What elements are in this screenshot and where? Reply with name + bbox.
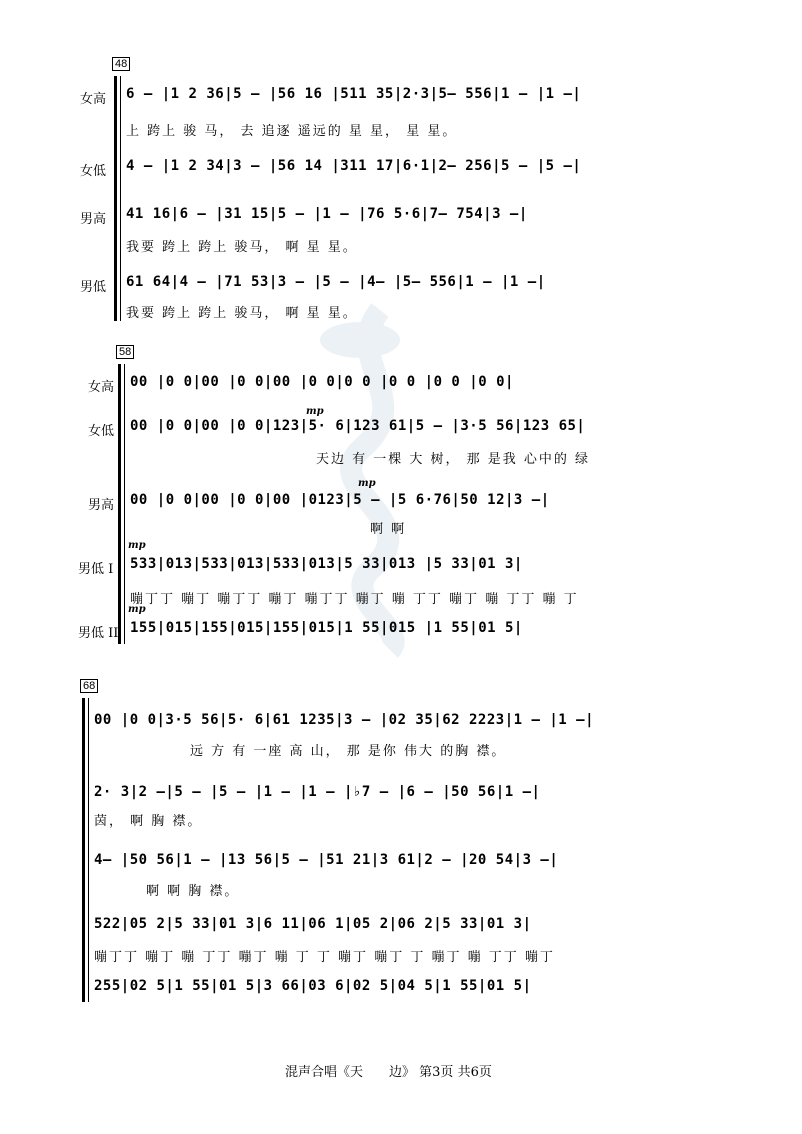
notes-row: 41 16|6 – |31 15|5 – |1 – |76 5·6|7– 754|3 –| (126, 206, 528, 222)
notes-row: 6 – |1 2 36|5 – |56 16 |511 35|2·3|5– 556|1 – |1 –| (126, 86, 582, 102)
lyrics-row: 上 跨上 骏 马， 去 追逐 遥远的 星 星， 星 星。 (126, 124, 458, 139)
notes-row: 522|05 2|5 33|01 3|6 11|06 1|05 2|06 2|5 33|01 3| (94, 916, 532, 932)
part-label: 男高 (88, 498, 115, 513)
measure-number: 58 (116, 345, 134, 359)
part-label: 女高 (88, 380, 115, 395)
dynamic-marking: mp (128, 540, 146, 551)
lyrics-row: 啊 啊 (370, 522, 407, 537)
dynamic-marking: mp (358, 478, 376, 489)
notes-row: 2· 3|2 –|5 – |5 – |1 – |1 – |♭7 – |6 – |50 56|1 –| (94, 784, 541, 800)
system-barline (124, 364, 125, 644)
notes-row: 00 |0 0|00 |0 0|00 |0 0|0 0 |0 0 |0 0 |0 0| (130, 374, 514, 390)
system-barline (120, 76, 121, 321)
part-label: 男低 II (78, 626, 119, 641)
lyrics-row: 嘣丁丁 嘣丁 嘣丁丁 嘣丁 嘣丁丁 嘣丁 嘣 丁丁 嘣丁 嘣 丁丁 嘣 丁 (130, 592, 579, 607)
notes-row: 155|015|155|015|155|015|1 55|015 |1 55|01 5| (130, 620, 523, 636)
lyrics-row: 啊 啊 胸 襟。 (146, 884, 240, 899)
notes-row: 255|02 5|1 55|01 5|3 66|03 6|02 5|04 5|1 55|01 5| (94, 978, 532, 994)
notes-row: 4 – |1 2 34|3 – |56 14 |311 17|6·1|2– 256|5 – |5 –| (126, 158, 582, 174)
system-bracket (114, 76, 117, 321)
lyrics-row: 远 方 有 一座 高 山， 那 是你 伟大 的胸 襟。 (190, 744, 507, 759)
lyrics-row: 我要 跨上 跨上 骏马， 啊 星 星。 (126, 306, 358, 321)
system-barline (88, 698, 89, 1002)
part-label: 男低 I (78, 562, 114, 577)
notes-row: 00 |0 0|00 |0 0|123|5· 6|123 61|5 – |3·5 56|123 65| (130, 418, 586, 434)
footer (285, 1061, 492, 1080)
part-label: 男高 (80, 212, 107, 227)
system-bracket (82, 698, 85, 1002)
measure-number: 48 (112, 57, 130, 71)
footer-page: 第3页 (419, 1065, 454, 1080)
notes-row: 4– |50 56|1 – |13 56|5 – |51 21|3 61|2 – |20 54|3 –| (94, 852, 559, 868)
system-bracket (118, 364, 121, 644)
footer-total: 共6页 (457, 1065, 492, 1080)
footer-title: 混声合唱《天 边》 (285, 1065, 416, 1080)
dynamic-marking: mp (306, 406, 324, 417)
notes-row: 00 |0 0|00 |0 0|00 |0123|5 – |5 6·76|50 12|3 –| (130, 492, 550, 508)
notes-row: 61 64|4 – |71 53|3 – |5 – |4– |5– 556|1 – |1 –| (126, 274, 546, 290)
part-label: 男低 (80, 280, 107, 295)
lyrics-row: 茵， 啊 胸 襟。 (94, 814, 203, 829)
notes-row: 533|013|533|013|533|013|5 33|013 |5 33|01 3| (130, 556, 523, 572)
lyrics-row: 嘣丁丁 嘣丁 嘣 丁丁 嘣丁 嘣 丁 丁 嘣丁 嘣丁 丁 嘣丁 嘣 丁丁 嘣丁 (94, 950, 555, 965)
dynamic-marking: mp (128, 604, 146, 615)
part-label: 女高 (80, 92, 107, 107)
measure-number: 68 (80, 679, 98, 693)
lyrics-row: 我要 跨上 跨上 骏马， 啊 星 星。 (126, 240, 358, 255)
part-label: 女低 (80, 164, 107, 179)
lyrics-row: 天边 有 一棵 大 树， 那 是我 心中的 绿 (316, 452, 591, 467)
part-label: 女低 (88, 424, 115, 439)
notes-row: 00 |0 0|3·5 56|5· 6|61 1235|3 – |02 35|62 2223|1 – |1 –| (94, 712, 595, 728)
